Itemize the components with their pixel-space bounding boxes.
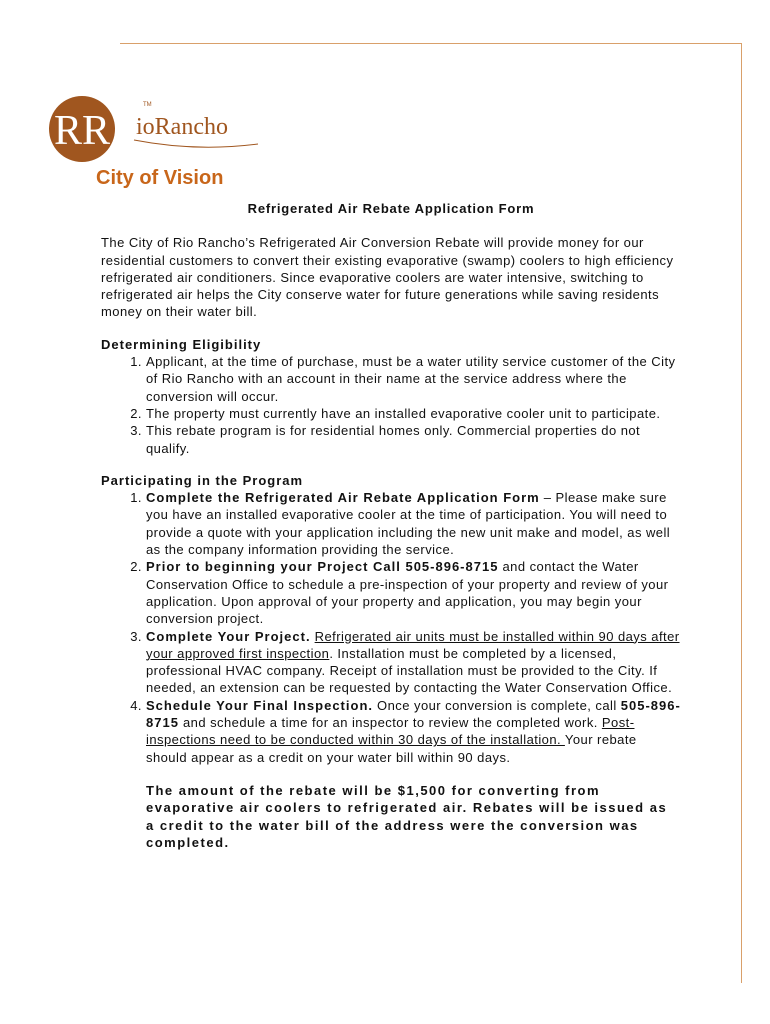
document-body	[101, 200, 681, 852]
step-text: – Please make sure you have an installed evaporative cooler at the time of participation. You will need to provide a quote with your application including the new unit make and model, as well as the company information providing the service.	[146, 490, 671, 558]
list-item	[146, 489, 681, 558]
step-lead: Schedule Your Final Inspection.	[146, 697, 373, 713]
page-border-top	[120, 43, 742, 44]
intro-paragraph: The City of Rio Rancho’s Refrigerated Air Conversion Rebate will provide money for our residential customers to convert their existing evaporative (swamp) coolers to high efficiency refrigerated air conditioners. Since evaporative coolers are water intensive, switching to refrigerated air helps the City conserve water for future generations while saving residents money on their water bill.	[101, 235, 674, 320]
logo-letters: RR	[53, 108, 111, 154]
eligibility-list	[101, 353, 681, 457]
logo-name: ioRancho	[136, 114, 228, 140]
program-steps	[101, 489, 681, 766]
eligibility-heading: Determining Eligibility	[101, 336, 262, 352]
logo-tagline: City of Vision	[96, 167, 224, 189]
step-text: . Installation must be completed by a licensed, professional HVAC company. Receipt of installation must be provided to the City. If needed, an extension can be requested by contacting the Water Conservation Office.	[146, 645, 673, 696]
page-border-right	[741, 43, 742, 983]
list-item: 1. Applicant, at the time of purchase, must be a water utility service customer of the City of Rio Rancho with an account in their name at the service address where the conversion will occur.	[146, 353, 681, 405]
step-text: and contact the Water Conservation Office to schedule a pre-inspection of your property and review of your application. Upon approval of your property and application, you may begin your conversion project.	[146, 559, 669, 627]
step-lead: Prior to beginning your Project Call 505-896-8715	[146, 559, 499, 575]
logo-graphic	[46, 92, 276, 192]
list-item	[146, 628, 681, 697]
list-item	[146, 558, 681, 627]
form-title: Refrigerated Air Rebate Application Form	[247, 201, 535, 216]
rio-rancho-logo	[46, 92, 276, 192]
list-item	[146, 697, 681, 766]
logo-swoosh	[134, 140, 258, 147]
step-lead: Complete the Refrigerated Air Rebate Application Form	[146, 490, 540, 506]
list-item: 3. This rebate program is for residential homes only. Commercial properties do not qualify.	[146, 422, 681, 457]
step-text: Your rebate should appear as a credit on your water bill within 90 days.	[146, 732, 637, 765]
rebate-amount-statement: The amount of the rebate will be $1,500 for converting from evaporative air coolers to refrigerated air. Rebates will be issued as a credit to the water bill of the address were the conversion was completed.	[146, 782, 668, 851]
step-text: and schedule a time for an inspector to review the completed work.	[178, 715, 602, 731]
step-text: Once your conversion is complete, call	[373, 697, 621, 713]
logo-trademark: TM	[143, 102, 152, 108]
program-heading: Participating in the Program	[101, 472, 304, 488]
step-underlined: Refrigerated air units must be installed within 90 days after your approved first inspection	[146, 628, 680, 661]
step-lead: Complete Your Project.	[146, 628, 311, 644]
list-item: 2. The property must currently have an installed evaporative cooler unit to participate.	[146, 405, 681, 422]
step-underlined: Post-inspections need to be conducted within 30 days of the installation.	[146, 715, 635, 748]
phone-number: 505-896-8715	[146, 697, 681, 731]
